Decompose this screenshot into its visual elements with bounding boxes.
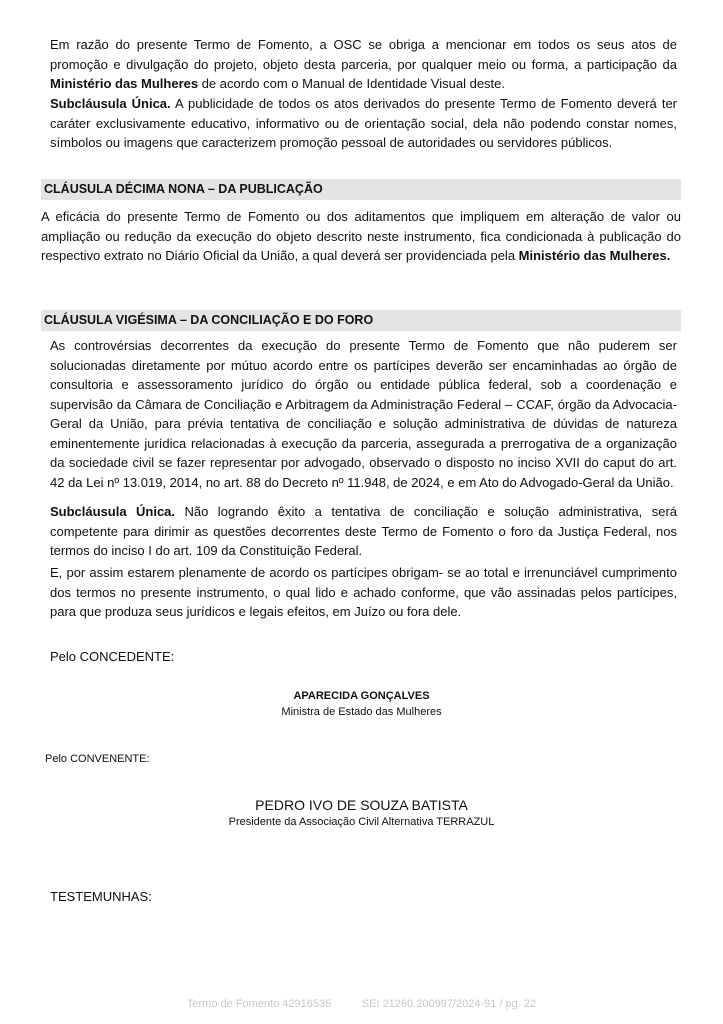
subclause-label: Subcláusula Única. — [50, 96, 171, 111]
clause-19-heading: CLÁUSULA DÉCIMA NONA – DA PUBLICAÇÃO — [44, 182, 323, 196]
closing-paragraph: E, por assim estarem plenamente de acordo os partícipes obrigam- se ao total e irrenunciável cumprimento dos termos no presente instrumento, o qual lido e achado conforme, que vão assinadas pelos partícipes, para que produza seus jurídicos e legais efeitos, em Juízo ou fora dele. — [50, 565, 677, 619]
clause-20-heading-bar — [41, 310, 681, 331]
witnesses-label: TESTEMUNHAS: — [50, 889, 152, 904]
convenente-role: Presidente da Associação Civil Alternativa TERRAZUL — [228, 816, 495, 828]
publicity-text-tail: de acordo com o Manual de Identidade Visual deste. — [198, 76, 506, 91]
clause-19-bold-ministry: Ministério das Mulheres. — [518, 248, 671, 263]
clause-20-subclause-label: Subcláusula Única. — [50, 504, 176, 519]
concedente-name: APARECIDA GONÇALVES — [293, 690, 430, 702]
publicity-text: Em razão do presente Termo de Fomento, a OSC se obriga a mencionar em todos os seus atos de promoção e divulgação do projeto, objeto desta parceria, por qualquer meio ou forma, a participação da — [50, 37, 677, 72]
subclause-text: A publicidade de todos os atos derivados do presente Termo de Fomento deverá ter caráter exclusivamente educativo, informativo ou de orientação social, dela não podendo constar nomes, símbolos ou imagens que caracterizem promoção pessoal de autoridades ou servidores públicos. — [50, 96, 678, 150]
clause-19-heading-bar — [41, 179, 681, 200]
publicity-paragraph — [50, 35, 677, 94]
clause-20-heading: CLÁUSULA VIGÉSIMA – DA CONCILIAÇÃO E DO FORO — [44, 313, 374, 327]
convenente-label: Pelo CONVENENTE: — [45, 753, 150, 765]
clause-20-paragraph: As controvérsias decorrentes da execução do presente Termo de Fomento que não puderem ser solucionadas diretamente por mútuo acordo entre os partícipes deverão ser encaminhadas ao órgão de consultoria e assessoramento jurídico do órgão ou entidade pública federal, sob a coordenação e supervisão da Câmara de Conciliação e Arbitragem da Administração Federal – CCAF, órgão da Advocacia-Geral da União, para prévia tentativa de conciliação e solução administrativa de dúvidas de natureza eminentemente jurídica relacionadas à execução da parceria, assegurada a prerrogativa de a organização da sociedade civil se fazer representar por advogado, observado o disposto no inciso XVII do caput do art. 42 da Lei nº 13.019, 2014, no art. 88 do Decreto nº 11.948, de 2024, e em Ato do Advogado-Geral da União. — [50, 338, 677, 490]
convenente-name: PEDRO IVO DE SOUZA BATISTA — [255, 797, 468, 813]
publicity-subclause — [50, 94, 677, 153]
concedente-role: Ministra de Estado das Mulheres — [281, 706, 442, 718]
clause-20-subclause — [50, 502, 677, 561]
clause-19-paragraph — [41, 207, 681, 266]
publicity-bold-ministry: Ministério das Mulheres — [50, 76, 199, 91]
footer-document-id: Termo de Fomento 42916535 — [186, 998, 332, 1010]
concedente-label: Pelo CONCEDENTE: — [50, 649, 175, 664]
footer-process-page: SEI 21260.200997/2024-91 / pg. 22 — [361, 998, 537, 1010]
clause-20-subclause-text: Não logrando êxito a tentativa de conciliação e solução administrativa, será competente para dirimir as questões decorrentes deste Termo de Fomento o foro da Justiça Federal, nos termos do inciso I do art. 109 da Constituição Federal. — [50, 504, 678, 558]
clause-19-text: A eficácia do presente Termo de Fomento ou dos aditamentos que impliquem em alteração de valor ou ampliação ou redução da execução do objeto descrito neste instrumento, fica condicionada à publicação do respectivo extrato no Diário Oficial da União, a qual deverá ser providenciada pela — [41, 209, 681, 263]
page-footer — [0, 998, 723, 1010]
